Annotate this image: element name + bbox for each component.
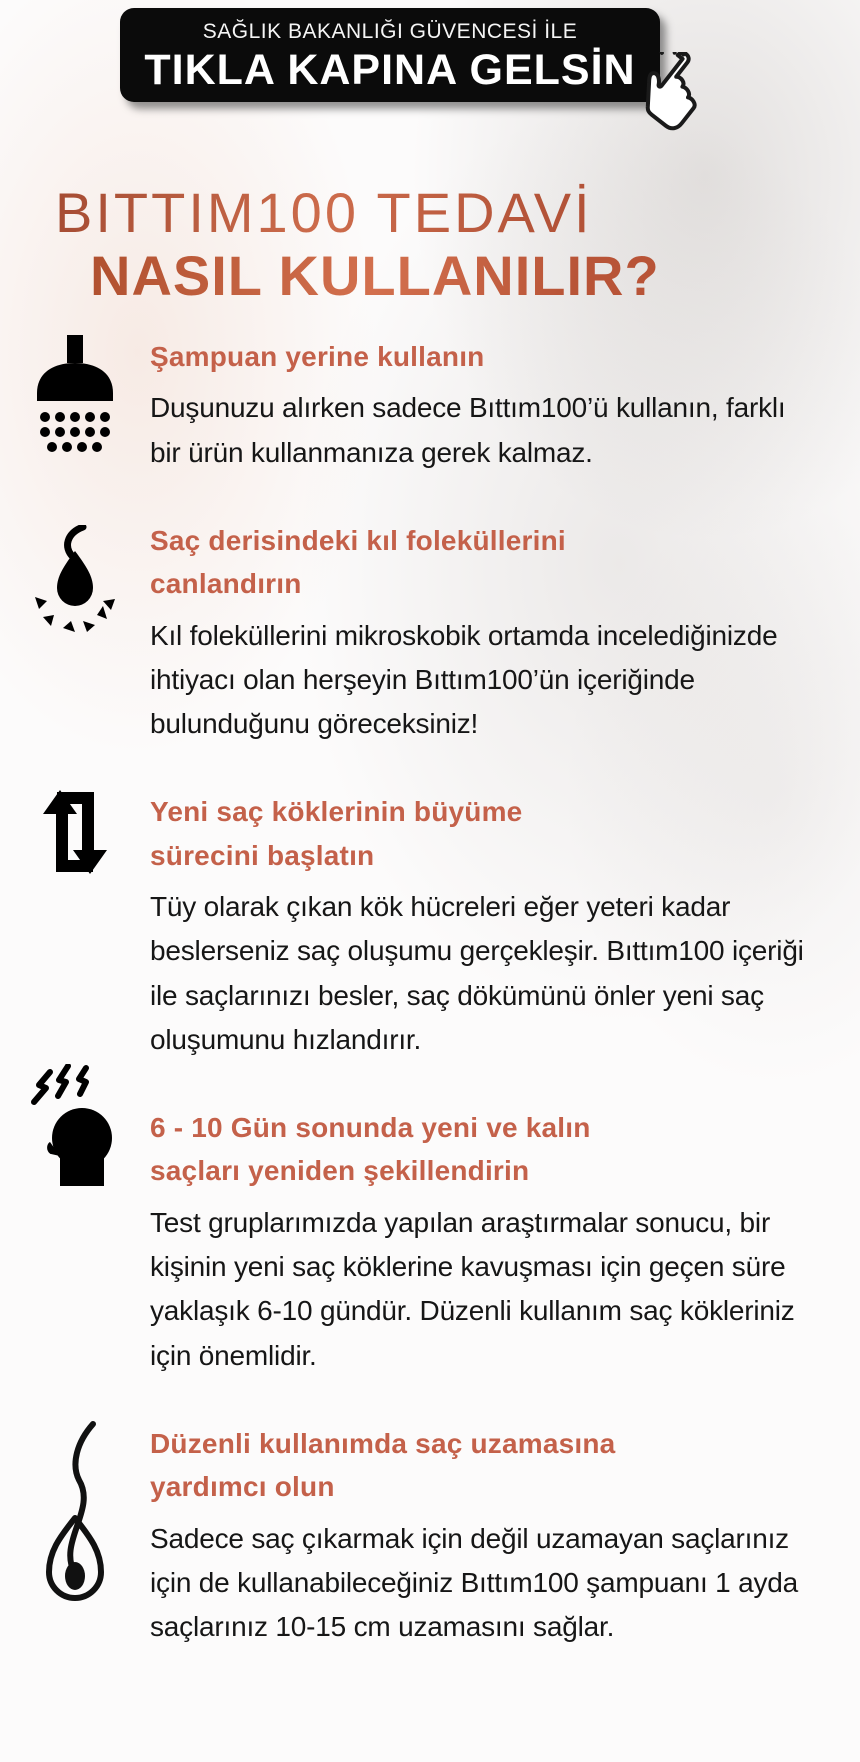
step-lengthen	[0, 1422, 860, 1649]
cycle-arrows-icon	[0, 790, 150, 1062]
shower-icon	[0, 335, 150, 475]
step-heading: Şampuan yerine kullanın	[150, 341, 485, 372]
step-body: Kıl foleküllerini mikroskobik ortamda incelediğinizde ihtiyacı olan herşeyin Bıttım100’ün içeriğinde bulunduğunu göreceksiniz!	[150, 619, 778, 740]
hand-cursor-icon	[618, 52, 718, 142]
usage-steps	[0, 335, 860, 1693]
step-restyle	[0, 1106, 860, 1378]
page-title-line2: NASIL KULLANILIR?	[90, 243, 660, 307]
step-heading: Düzenli kullanımda saç uzamasına yardımcı olun	[150, 1427, 616, 1503]
step-shampoo	[0, 335, 860, 475]
step-heading: Yeni saç köklerinin büyüme sürecini başlatın	[150, 796, 523, 871]
hair-follicle-icon	[0, 519, 150, 746]
step-follicles	[0, 519, 860, 746]
hair-growth-icon	[0, 1422, 150, 1649]
page-title	[55, 182, 660, 307]
cta-banner[interactable]	[120, 8, 660, 102]
banner-subtitle: SAĞLIK BAKANLIĞI GÜVENCESİ İLE	[202, 20, 578, 43]
head-lightning-icon	[0, 1106, 150, 1378]
step-heading: 6 - 10 Gün sonunda yeni ve kalın saçları yeniden şekillendirin	[150, 1112, 591, 1187]
step-body: Tüy olarak çıkan kök hücreleri eğer yeteri kadar beslerseniz saç oluşumu gerçekleşir. Bıttım100 içeriği ile saçlarınızı besler, saç dökümünü önler yeni saç oluşumunu hızlandırır.	[150, 891, 804, 1055]
step-heading: Saç derisindeki kıl foleküllerini canlandırın	[150, 524, 566, 600]
page-title-line1: BITTIM100 TEDAVİ	[55, 182, 660, 245]
banner-title: TIKLA KAPINA GELSİN	[144, 46, 636, 94]
step-body: Duşunuzu alırken sadece Bıttım100’ü kullanın, farklı bir ürün kullanmanıza gerek kalmaz.	[150, 392, 786, 468]
step-body: Sadece saç çıkarmak için değil uzamayan saçlarınız için de kullanabileceğiniz Bıttım100 şampuanı 1 ayda saçlarınız 10-15 cm uzamasını sağlar.	[150, 1522, 798, 1643]
step-body: Test gruplarımızda yapılan araştırmalar sonucu, bir kişinin yeni saç köklerine kavuşması için geçen süre yaklaşık 6-10 gündür. Düzenli kullanım saç kökleriniz için önemlidir.	[150, 1206, 795, 1371]
step-growth-cycle	[0, 790, 860, 1062]
